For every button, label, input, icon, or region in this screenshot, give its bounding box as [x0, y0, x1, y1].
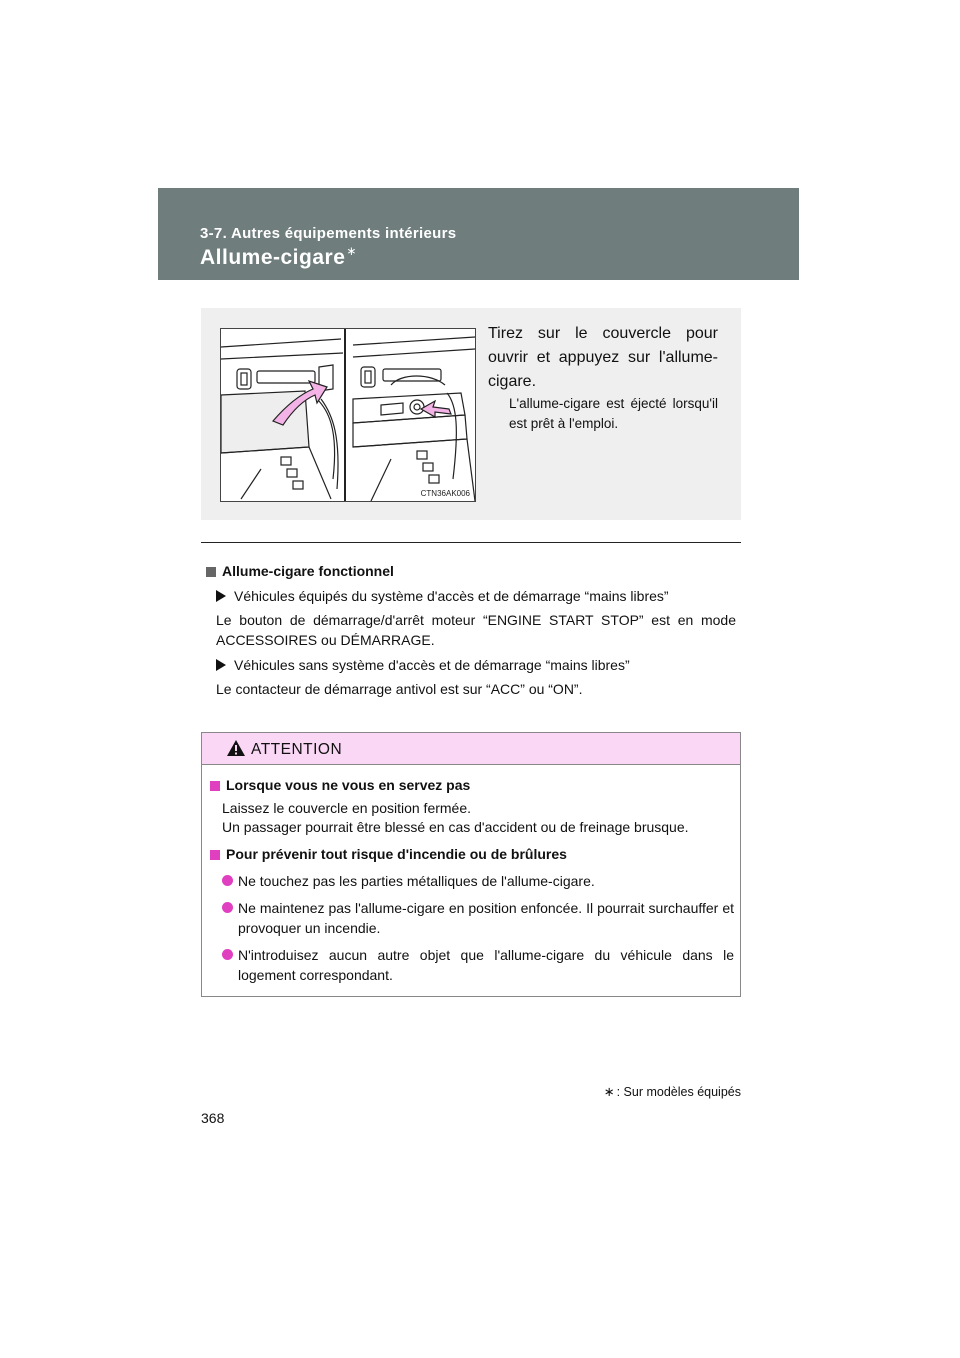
figure-box	[201, 308, 741, 520]
page-title-text: Allume-cigare	[200, 246, 346, 269]
warning-bullet-text: N'introduisez aucun autre objet que l'allume-cigare du véhicule dans le logement correspondant.	[238, 947, 734, 983]
note-title	[206, 561, 736, 581]
footnote	[604, 1084, 741, 1100]
lighter-operation-note	[206, 561, 736, 699]
instruction-sub: L'allume-cigare est éjecté lorsqu'il est prêt à l'emploi.	[509, 396, 718, 431]
equipped-mark: ∗	[346, 244, 357, 258]
warning-bullet-text: Ne maintenez pas l'allume-cigare en position enfoncée. Il pourrait surchauffer et provoquer un incendie.	[238, 900, 734, 936]
figure-code: CTN36AK006	[420, 489, 470, 498]
warning-section-title	[210, 775, 734, 795]
instruction-main: Tirez sur le couvercle pour ouvrir et appuyez sur l'allume-cigare.	[488, 325, 718, 390]
page-number: 368	[201, 1110, 225, 1126]
warning-title: ATTENTION	[251, 741, 343, 758]
note-item-text: Véhicules sans système d'accès et de démarrage “mains libres”	[234, 657, 630, 673]
note-item-no-smart-key	[216, 657, 736, 673]
warning-line: Un passager pourrait être blessé en cas d'accident ou de freinage brusque.	[222, 819, 689, 835]
circle-bullet-icon	[222, 949, 233, 960]
note-text-no-smart-key: Le contacteur de démarrage antivol est sur “ACC” ou “ON”.	[216, 681, 583, 697]
note-item-smart-key	[216, 588, 736, 604]
note-text-smart-key: Le bouton de démarrage/d'arrêt moteur “ENGINE START STOP” est en mode ACCESSOIRES ou DÉMARRAGE.	[216, 612, 736, 648]
warning-text	[222, 799, 734, 837]
circle-bullet-icon	[222, 902, 233, 913]
warning-header	[202, 733, 740, 765]
square-bullet-icon	[210, 781, 220, 791]
illustration-svg	[221, 329, 475, 501]
footnote-text: : Sur modèles équipés	[616, 1085, 741, 1099]
section-label: 3-7. Autres équipements intérieurs	[200, 225, 457, 242]
warning-section-title-text: Pour prévenir tout risque d'incendie ou de brûlures	[226, 846, 567, 862]
triangle-arrow-icon	[216, 590, 226, 602]
warning-section-title	[210, 844, 734, 864]
section-divider	[201, 542, 741, 543]
warning-box	[201, 732, 741, 997]
warning-bullet	[222, 898, 734, 938]
circle-bullet-icon	[222, 875, 233, 886]
warning-body	[202, 765, 740, 985]
warning-triangle-icon	[226, 739, 246, 757]
asterisk-icon: ∗	[603, 1084, 615, 1099]
warning-line: Laissez le couvercle en position fermée.	[222, 800, 472, 816]
note-item-text: Véhicules équipés du système d'accès et de démarrage “mains libres”	[234, 588, 669, 604]
warning-section-title-text: Lorsque vous ne vous en servez pas	[226, 777, 471, 793]
page-title	[200, 246, 357, 270]
warning-bullet-text: Ne touchez pas les parties métalliques de l'allume-cigare.	[238, 873, 595, 889]
square-bullet-icon	[210, 850, 220, 860]
warning-bullet	[222, 945, 734, 985]
section-header	[158, 188, 799, 280]
warning-bullet	[222, 871, 734, 891]
cigarette-lighter-illustration	[220, 328, 476, 502]
square-bullet-icon	[206, 567, 216, 577]
note-title-text: Allume-cigare fonctionnel	[222, 563, 394, 579]
triangle-arrow-icon	[216, 659, 226, 671]
